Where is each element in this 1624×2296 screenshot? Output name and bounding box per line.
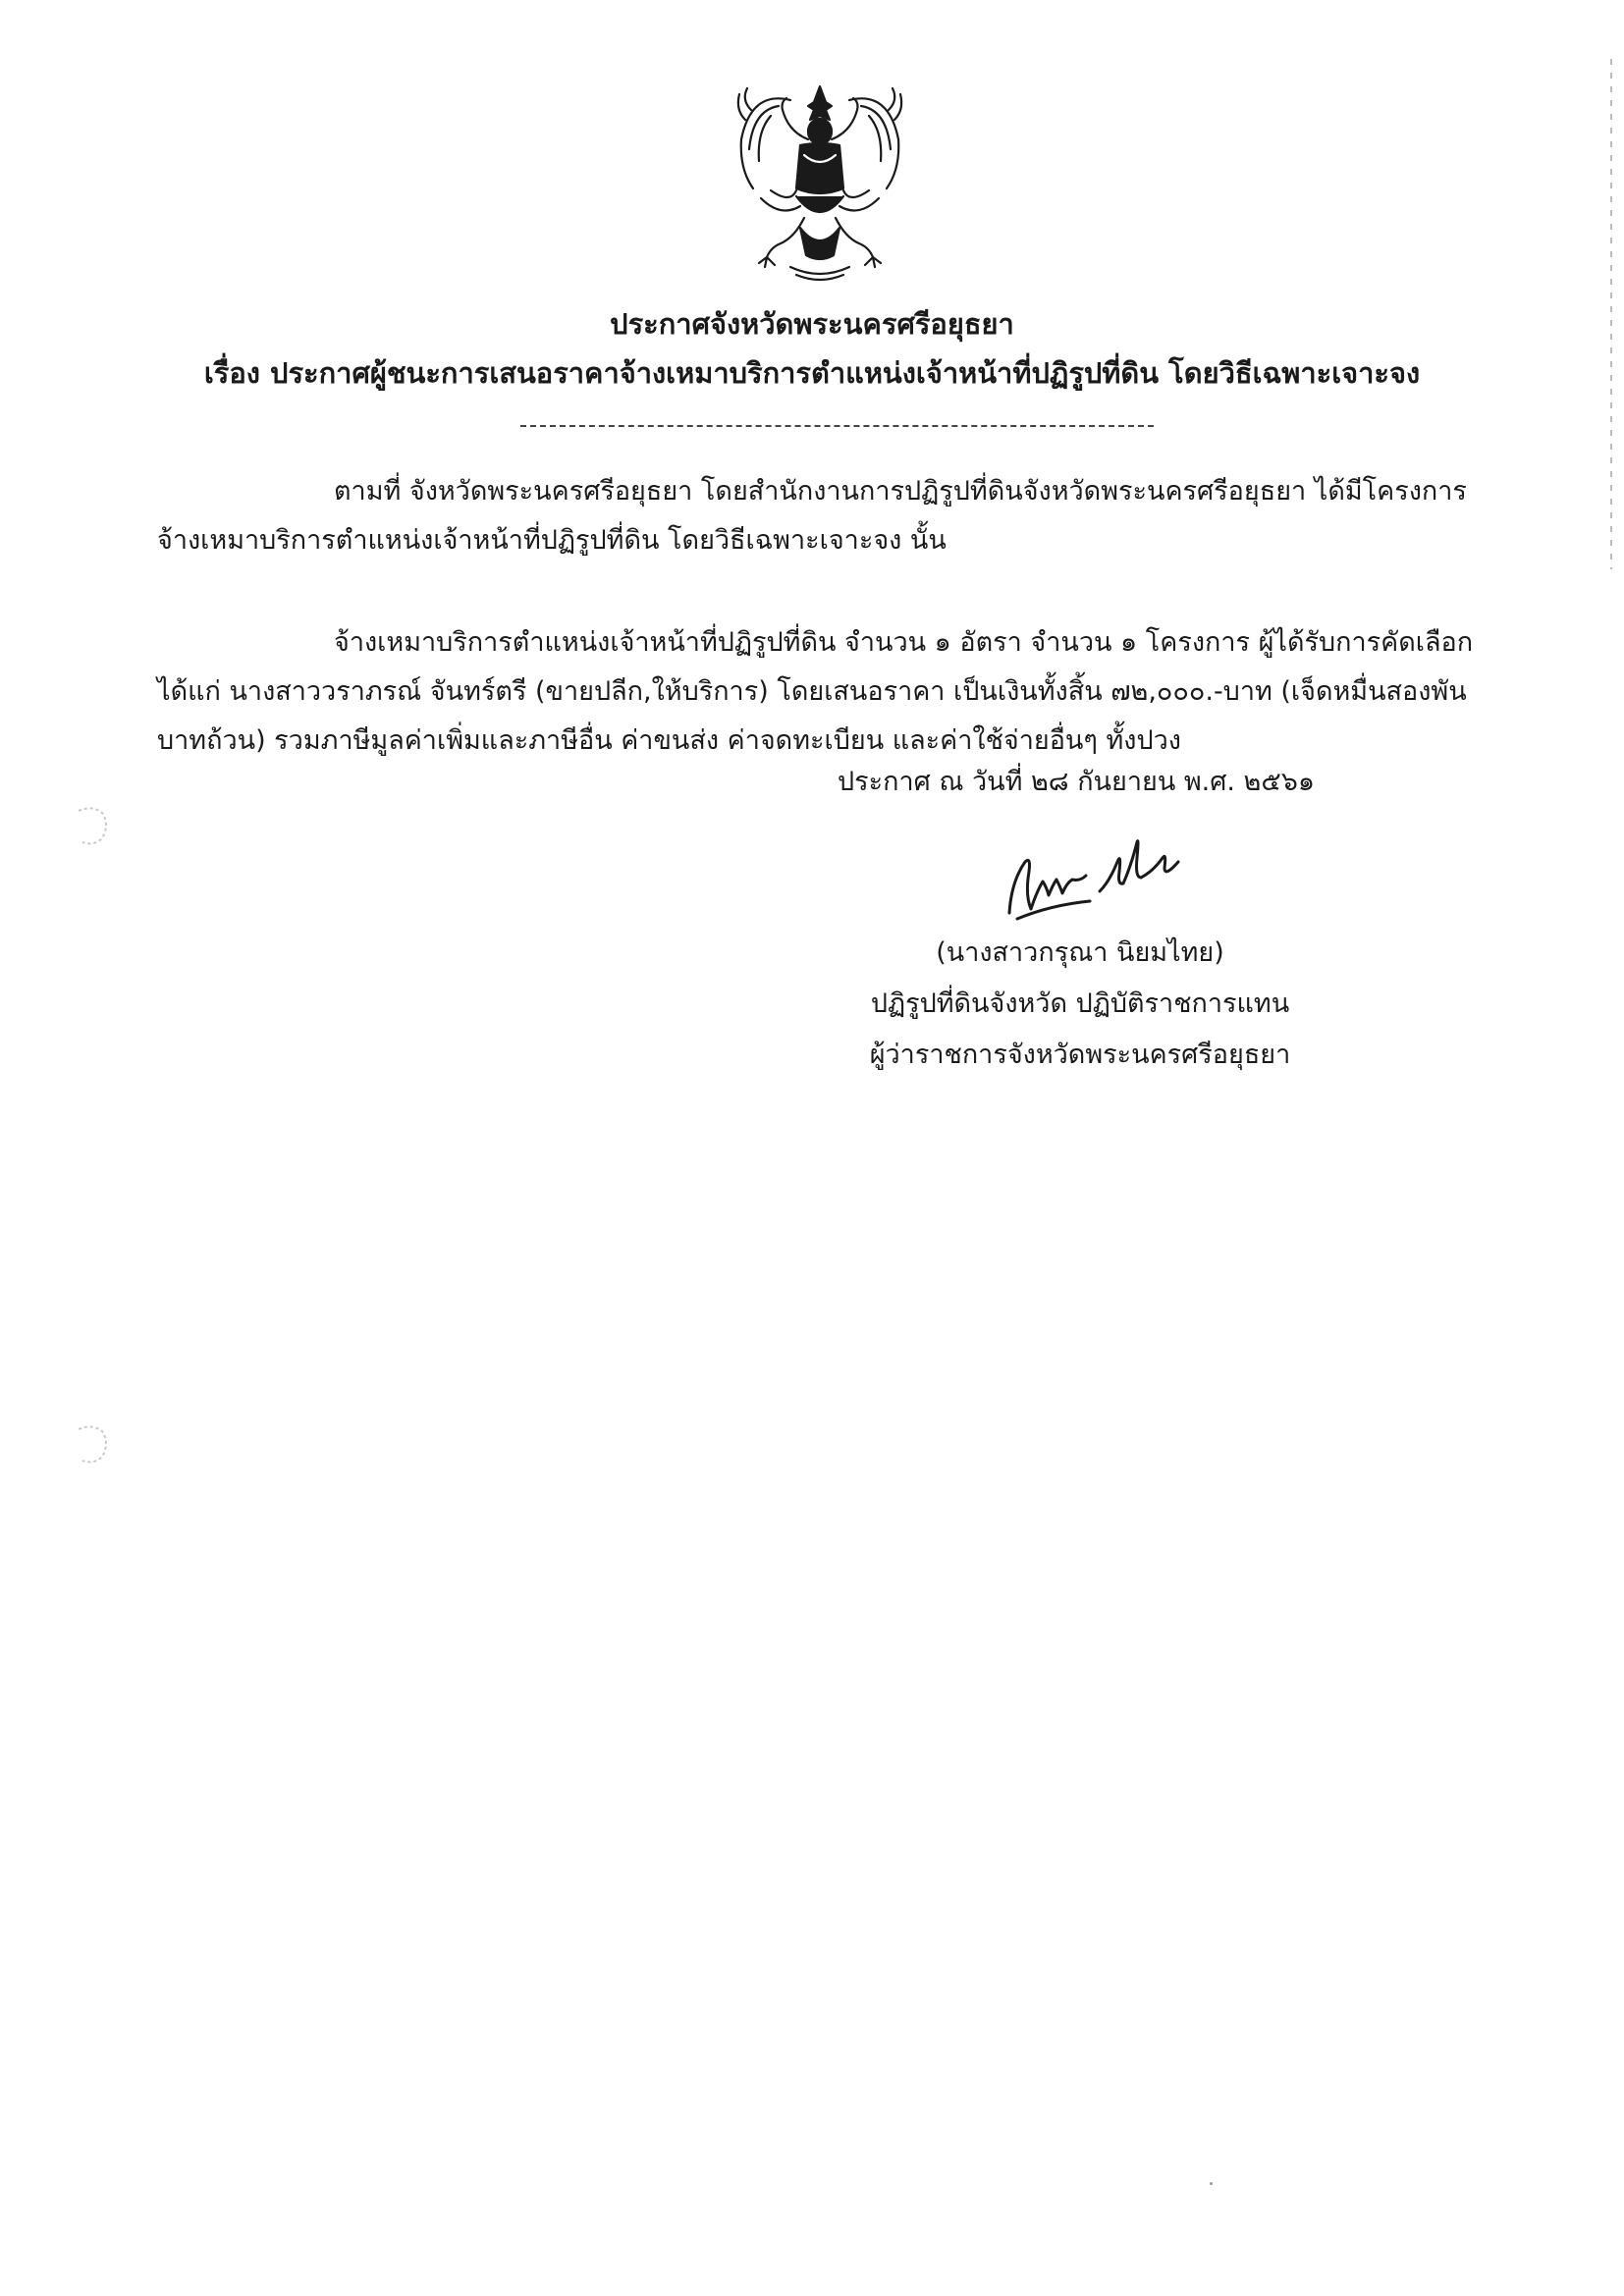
paragraph-line: บาทถ้วน) รวมภาษีมูลค่าเพิ่มและภาษีอื่น ค่าขนส่ง ค่าจดทะเบียน และค่าใช้จ่ายอื่นๆ ทั้งปวง (157, 725, 1181, 756)
signer-block (835, 928, 1326, 1081)
paragraph-line: ตามที่ จังหวัดพระนครศรีอยุธยา โดยสำนักงานการปฏิรูปที่ดินจังหวัดพระนครศรีอยุธยา ได้มีโครงการ (334, 476, 1467, 507)
paragraph-2 (157, 618, 1532, 766)
handwritten-signature (992, 823, 1208, 931)
garuda-emblem-icon (731, 80, 908, 287)
document-title: ประกาศจังหวัดพระนครศรีอยุธยา (610, 307, 1014, 341)
document-subject: เรื่อง ประกาศผู้ชนะการเสนอราคาจ้างเหมาบริการตำแหน่งเจ้าหน้าที่ปฏิรูปที่ดิน โดยวิธีเฉพาะเจาะจง (203, 356, 1421, 390)
punch-hole-mark (73, 1421, 110, 1467)
paragraph-line: ได้แก่ นางสาววราภรณ์ จันทร์ตรี (ขายปลีก,ให้บริการ) โดยเสนอราคา เป็นเงินทั้งสิ้น ๗๒,๐๐๐.-บาท (เจ็ดหมื่นสองพัน (157, 676, 1467, 707)
signer-position: ผู้ว่าราชการจังหวัดพระนครศรีอยุธยา (869, 1040, 1291, 1070)
punch-hole-mark (73, 803, 110, 848)
paragraph-line: จ้างเหมาบริการตำแหน่งเจ้าหน้าที่ปฏิรูปที่ดิน จำนวน ๑ อัตรา จำนวน ๑ โครงการ ผู้ได้รับการคัดเลือก (334, 627, 1474, 658)
paragraph-1 (157, 467, 1532, 565)
signer-name: (นางสาวกรุณา นิยมไทย) (936, 937, 1224, 968)
scan-edge-mark (1610, 59, 1612, 569)
signer-position: ปฏิรูปที่ดินจังหวัด ปฏิบัติราชการแทน (870, 988, 1290, 1019)
paragraph-line: จ้างเหมาบริการตำแหน่งเจ้าหน้าที่ปฏิรูปที่ดิน โดยวิธีเฉพาะเจาะจง นั้น (157, 525, 947, 556)
announcement-date: ประกาศ ณ วันที่ ๒๘ กันยายน พ.ศ. ๒๕๖๑ (838, 767, 1316, 797)
divider (520, 425, 1154, 427)
scan-speck (1210, 2182, 1213, 2185)
